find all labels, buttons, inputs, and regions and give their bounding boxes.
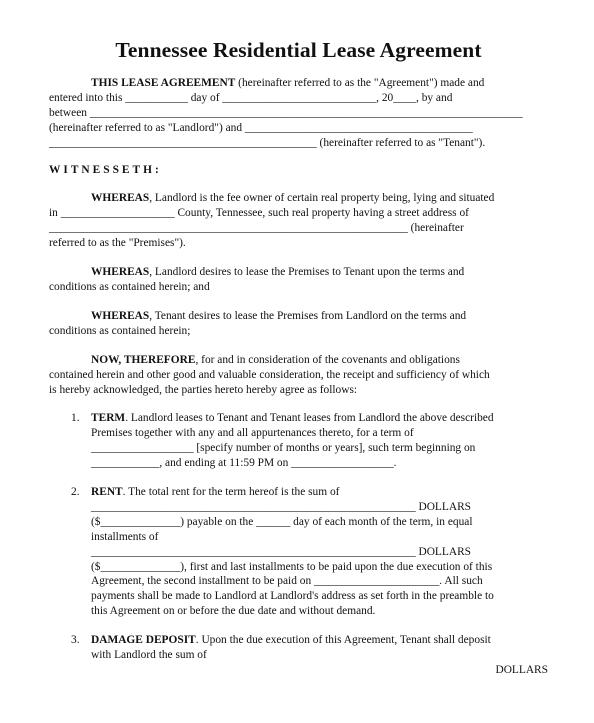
intro-line-5: _______________________________________________ (hereinafter referred to as "Tenant"). <box>49 136 486 149</box>
whereas-3-bold: WHEREAS <box>91 309 150 322</box>
section-damage-deposit <box>49 633 548 678</box>
section-line: . Landlord leases to Tenant and Tenant leases from Landlord the above described <box>125 412 494 425</box>
intro-line-2: entered into this ___________ day of ___________________________, 20____, by and <box>49 91 453 104</box>
therefore-line-1: , for and in consideration of the covenants and obligations <box>195 353 460 366</box>
therefore-paragraph <box>49 353 548 398</box>
therefore-line-2: contained herein and other good and valuable consideration, the receipt and sufficiency of which <box>49 368 490 381</box>
section-line: _________________________________________________________ DOLLARS <box>91 500 472 513</box>
whereas-1-bold: WHEREAS <box>91 192 150 205</box>
intro-line-3: between ____________________________________________________________________________ <box>49 106 523 119</box>
section-number: 2. <box>71 486 80 499</box>
whereas-1-line-2: in ____________________ County, Tennessee, such real property having a street address of <box>49 207 469 220</box>
whereas-paragraph-3 <box>49 309 548 339</box>
witnesseth-heading: WITNESSETH: <box>49 163 162 176</box>
whereas-3-line-2: conditions as contained herein; <box>49 324 191 337</box>
section-line: this Agreement on or before the due date and without demand. <box>91 605 376 618</box>
section-line: Agreement, the second installment to be paid on ______________________. All such <box>91 575 483 588</box>
whereas-3-line-1: , Tenant desires to lease the Premises from Landlord on the terms and <box>149 309 467 322</box>
whereas-2-line-1: , Landlord desires to lease the Premises to Tenant upon the terms and <box>149 266 465 279</box>
section-line: ($______________) payable on the ______ day of each month of the term, in equal <box>91 515 473 528</box>
whereas-paragraph-1 <box>49 191 548 251</box>
section-term <box>49 411 548 471</box>
section-number: 3. <box>71 634 80 647</box>
therefore-line-3: is hereby acknowledged, the parties hereto hereby agree as follows: <box>49 383 358 396</box>
document-title: Tennessee Residential Lease Agreement <box>115 38 482 62</box>
whereas-1-line-1: , Landlord is the fee owner of certain real property being, lying and situated <box>149 192 495 205</box>
section-line: installments of <box>91 530 159 543</box>
section-line: Premises together with any and all appurtenances thereto, for a term of <box>91 427 414 440</box>
section-line: DOLLARS <box>495 664 548 676</box>
intro-paragraph <box>49 76 548 151</box>
therefore-bold: NOW, THEREFORE <box>91 353 196 366</box>
whereas-1-line-4: referred to as the "Premises"). <box>49 237 186 250</box>
whereas-paragraph-2 <box>49 265 548 295</box>
section-rent <box>49 485 548 619</box>
whereas-1-line-3: _______________________________________________________________ (hereinafter <box>49 222 464 235</box>
intro-line-4: (hereinafter referred to as "Landlord") and ________________________________________ <box>49 121 473 134</box>
section-heading: DAMAGE DEPOSIT <box>91 634 196 647</box>
intro-bold: THIS LEASE AGREEMENT <box>91 77 236 89</box>
whereas-2-bold: WHEREAS <box>91 266 150 279</box>
intro-line-1: (hereinafter referred to as the "Agreement") made and <box>235 77 485 89</box>
section-heading: TERM <box>91 412 126 425</box>
section-line: __________________ [specify number of months or years], such term beginning on <box>91 442 476 455</box>
section-line: with Landlord the sum of <box>91 649 207 662</box>
section-line: payments shall be made to Landlord at Landlord's address as set forth in the preamble to <box>91 590 494 603</box>
section-line: . The total rent for the term hereof is the sum of <box>122 486 340 499</box>
section-line: ($______________), first and last installments to be paid upon the due execution of this <box>91 560 493 573</box>
section-line: . Upon the due execution of this Agreement, Tenant shall deposit <box>195 634 491 647</box>
section-heading: RENT <box>91 486 123 499</box>
whereas-2-line-2: conditions as contained herein; and <box>49 280 210 293</box>
section-number: 1. <box>71 412 80 425</box>
section-line: _________________________________________________________ DOLLARS <box>91 545 472 558</box>
section-line: ____________, and ending at 11:59 PM on __________________. <box>91 457 397 470</box>
